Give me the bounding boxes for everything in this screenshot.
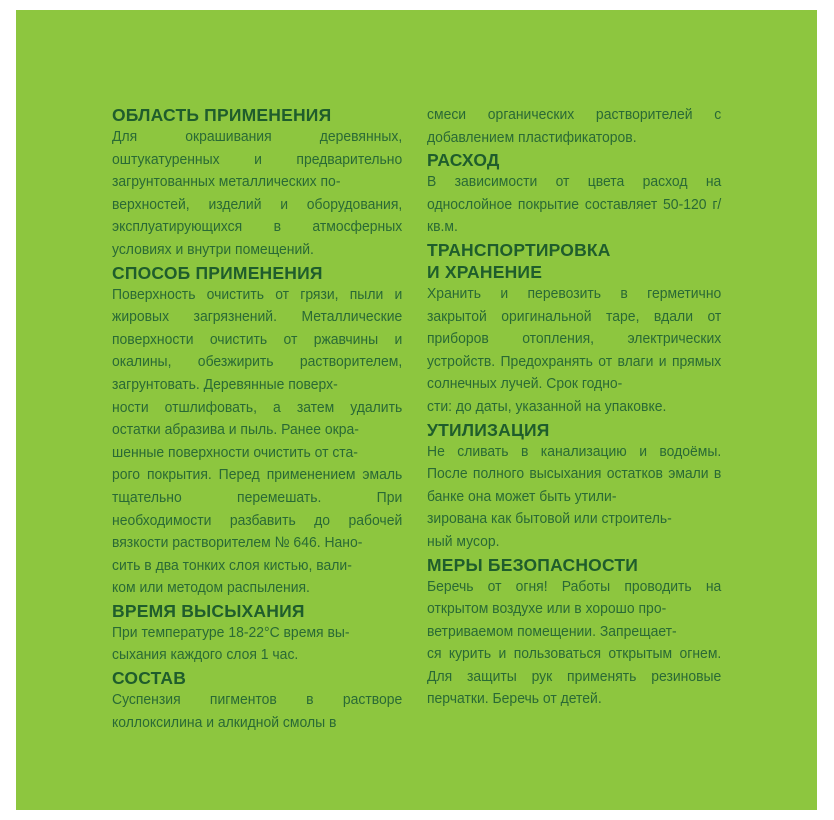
right-column xyxy=(427,104,720,711)
heading-consumption: РАСХОД xyxy=(427,150,500,171)
text-composition-continued: смеси органических растворителей с добавлением пластификаторов. xyxy=(427,106,722,146)
heading-disposal: УТИЛИЗАЦИЯ xyxy=(427,419,550,440)
text-safety-measures: Беречь от огня! Работы проводить на открытом воздухе или в хорошо про- ветриваемом помещении. Запрещает- ся курить и пользоваться открытым огнем. Для защиты рук применять резиновые перчатки. Беречь от детей. xyxy=(427,577,722,708)
heading-drying-time: ВРЕМЯ ВЫСЫХАНИЯ xyxy=(112,600,305,621)
heading-area-of-use: ОБЛАСТЬ ПРИМЕНЕНИЯ xyxy=(112,105,332,125)
text-area-of-use: Для окрашивания деревянных, оштукатуренных и предварительно загрунтованных металлических по- верхностей, изделий и оборудования, эксплуатирующихся в атмосферных условиях и внутри помещений. xyxy=(112,128,403,258)
heading-composition: СОСТАВ xyxy=(112,668,187,689)
heading-safety-measures: МЕРЫ БЕЗОПАСНОСТИ xyxy=(427,554,639,575)
text-method-of-use: Поверхность очистить от грязи, пыли и жировых загрязнений. Металлические поверхности очистить от ржавчины и окалины, обезжирить растворителем, загрунтовать. Деревянные поверх- ности отшлифовать, а затем удалить остатки абразива и пыль. Ранее окра- шенные поверхности очистить от ста- рого покрытия. Перед применением эмаль тщательно перемешать. При необходимости разбавить до рабочей вязкости растворителем № 646. Нано- сить в два тонких слоя кистью, вали- ком или методом распыления. xyxy=(112,285,403,597)
text-consumption: В зависимости от цвета расход на однослойное покрытие составляет 50-120 г/кв.м. xyxy=(427,173,722,236)
text-transport-storage: Хранить и перевозить в герметично закрытой оригинальной таре, вдали от приборов отопления, электрических устройств. Предохранять от влаги и прямых солнечных лучей. Срок годно- сти: до даты, указанной на упаковке. xyxy=(427,284,722,415)
heading-method-of-use: СПОСОБ ПРИМЕНЕНИЯ xyxy=(112,262,323,283)
text-composition: Суспензия пигментов в растворе коллоксилина и алкидной смолы в xyxy=(112,691,403,731)
text-drying-time: При температуре 18-22°С время вы- сыхания каждого слоя 1 час. xyxy=(112,623,350,664)
left-column xyxy=(112,104,401,734)
label-panel xyxy=(16,10,817,810)
heading-transport-storage: ТРАНСПОРТИРОВКА И ХРАНЕНИЕ xyxy=(427,239,611,282)
text-disposal: Не сливать в канализацию и водоёмы. После полного высыхания остатков эмали в банке она может быть утили- зирована как бытовой или строитель- ный мусор. xyxy=(427,442,722,550)
